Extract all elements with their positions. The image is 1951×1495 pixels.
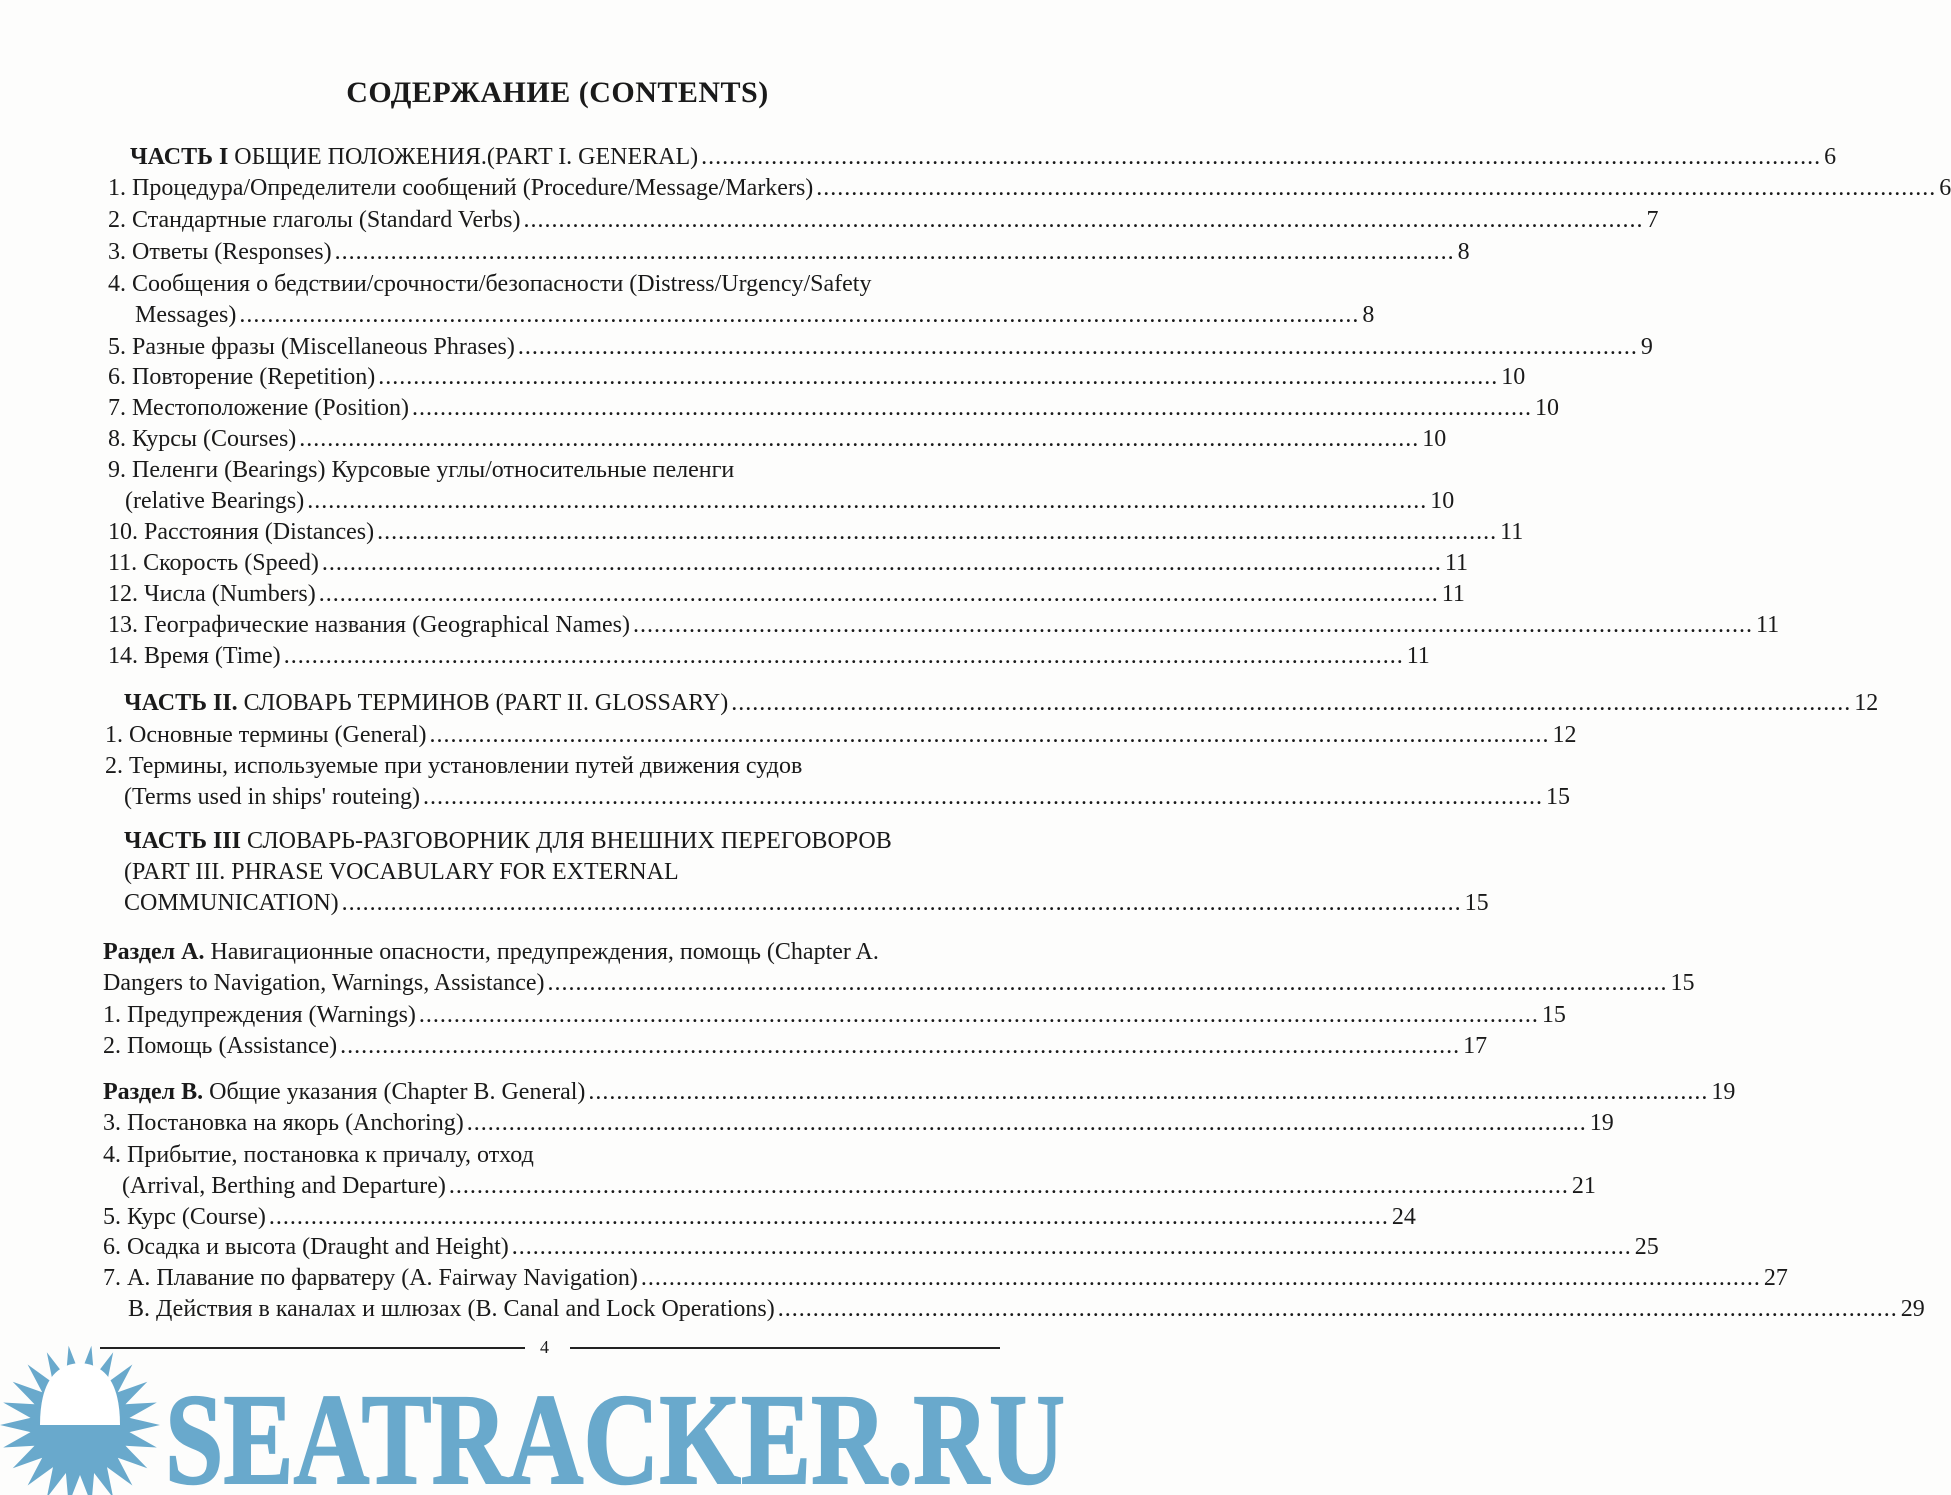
toc-entry[interactable] <box>103 1108 1614 1139</box>
dot-leader <box>467 1108 1587 1139</box>
toc-entry-line-with-page <box>103 1232 1659 1263</box>
toc-entry-line-with-page <box>108 641 1430 672</box>
toc-page-number: 27 <box>1763 1265 1788 1291</box>
toc-entry-title: (Arrival, Berthing and Departure) <box>122 1173 446 1199</box>
toc-entry-line-with-page <box>105 720 1577 751</box>
toc-entry-title: ОБЩИЕ ПОЛОЖЕНИЯ.(PART I. GENERAL) <box>228 144 699 170</box>
dot-leader <box>633 610 1753 641</box>
toc-page-number: 25 <box>1634 1234 1659 1260</box>
toc-page-number: 19 <box>1711 1079 1736 1105</box>
toc-page-number: 15 <box>1541 1002 1566 1028</box>
dot-leader <box>239 300 1359 331</box>
watermark-logo <box>0 1345 1080 1495</box>
toc-entry-title: 1. Предупреждения (Warnings) <box>103 1002 416 1028</box>
toc-entry[interactable] <box>124 826 1489 919</box>
toc-page-number: 7 <box>1646 207 1659 233</box>
dot-leader <box>412 393 1532 424</box>
toc-entry-line-with-page <box>108 237 1470 268</box>
toc-entry-title: 8. Курсы (Courses) <box>108 426 297 452</box>
toc-entry-title: 10. Расстояния (Distances) <box>108 519 375 545</box>
toc-page-number: 6 <box>1824 144 1837 170</box>
toc-entry[interactable] <box>103 1031 1488 1062</box>
toc-page-number: 15 <box>1464 890 1489 916</box>
toc-entry-line-with-page <box>124 688 1879 719</box>
dot-leader <box>342 888 1462 919</box>
dot-leader <box>299 424 1419 455</box>
toc-entry-line <box>124 826 993 857</box>
toc-entry[interactable] <box>103 1000 1566 1031</box>
toc-page-number: 15 <box>1670 970 1695 996</box>
dot-leader <box>419 1000 1539 1031</box>
sun-icon <box>0 1346 160 1495</box>
dot-leader <box>548 968 1668 999</box>
toc-entry[interactable] <box>108 237 1470 268</box>
toc-page-number: 12 <box>1552 722 1577 748</box>
toc-entry-title: 13. Географические названия (Geographical Names) <box>108 612 630 638</box>
toc-entry-line-with-page <box>108 579 1465 610</box>
toc-page-number: 29 <box>1900 1296 1925 1322</box>
toc-entry-line-with-page <box>108 548 1468 579</box>
toc-entry-title: 3. Постановка на якорь (Anchoring) <box>103 1110 464 1136</box>
toc-entry-title: 5. Разные фразы (Miscellaneous Phrases) <box>108 334 515 360</box>
toc-page-number: 11 <box>1500 519 1524 545</box>
toc-entry[interactable] <box>103 1140 1596 1202</box>
dot-leader <box>335 237 1455 268</box>
toc-entry-title: 7. А. Плавание по фарватеру (A. Fairway Navigation) <box>103 1265 638 1291</box>
toc-entry-line-with-page <box>128 1294 1925 1325</box>
toc-entry[interactable] <box>103 1263 1788 1294</box>
toc-entry[interactable] <box>108 205 1659 236</box>
toc-entry-line-with-page <box>124 888 1489 919</box>
dot-leader <box>269 1202 1389 1233</box>
toc-entry-line-with-page <box>103 1077 1736 1108</box>
toc-page-number: 17 <box>1463 1033 1488 1059</box>
dot-leader <box>641 1263 1761 1294</box>
toc-page-number: 10 <box>1422 426 1447 452</box>
toc-page-number: 8 <box>1362 302 1375 328</box>
toc-entry-heading: ЧАСТЬ I <box>130 144 229 170</box>
toc-page-number: 21 <box>1571 1173 1596 1199</box>
footer-rule-left <box>100 1347 525 1349</box>
toc-entry-line-with-page <box>122 1171 1596 1202</box>
dot-leader <box>449 1171 1569 1202</box>
toc-entry[interactable] <box>103 1077 1736 1108</box>
toc-entry-title: 2. Стандартные глаголы (Standard Verbs) <box>108 207 521 233</box>
dot-leader <box>319 579 1439 610</box>
toc-page-number: 10 <box>1430 488 1455 514</box>
toc-entry-title: 7. Местоположение (Position) <box>108 395 409 421</box>
toc-entry-title: 4. Сообщения о бедствии/срочности/безопасности (Distress/Urgency/Safety <box>108 271 872 297</box>
toc-entry-line-with-page <box>108 424 1447 455</box>
toc-entry-line-with-page <box>108 173 1951 204</box>
toc-entry-line <box>108 269 993 300</box>
toc-entry-title: 12. Числа (Numbers) <box>108 581 316 607</box>
toc-entry[interactable] <box>103 1232 1659 1263</box>
toc-entry-line-with-page <box>108 332 1653 363</box>
dot-leader <box>284 641 1404 672</box>
toc-entry-line-with-page <box>125 486 1455 517</box>
toc-entry-title: 5. Курс (Course) <box>103 1204 266 1230</box>
toc-entry-title: 14. Время (Time) <box>108 643 281 669</box>
dot-leader <box>778 1294 1898 1325</box>
toc-entry-line-with-page <box>103 1263 1788 1294</box>
toc-entry-title: Messages) <box>135 302 237 328</box>
toc-entry[interactable] <box>124 688 1879 719</box>
dot-leader <box>322 548 1442 579</box>
toc-entry-line-with-page <box>130 142 1837 173</box>
toc-entry-title: 6. Повторение (Repetition) <box>108 364 376 390</box>
toc-entry-title: Общие указания (Chapter B. General) <box>203 1079 586 1105</box>
toc-entry-line <box>108 455 993 486</box>
toc-entry-title: 3. Ответы (Responses) <box>108 239 332 265</box>
toc-entry-title: Dangers to Navigation, Warnings, Assistance) <box>103 970 545 996</box>
toc-entry-title: СЛОВАРЬ ТЕРМИНОВ (PART II. GLOSSARY) <box>237 690 729 716</box>
dot-leader <box>430 720 1550 751</box>
dot-leader <box>588 1077 1708 1108</box>
dot-leader <box>701 142 1821 173</box>
toc-entry-line-with-page <box>108 517 1524 548</box>
toc-entry-title: 4. Прибытие, постановка к причалу, отход <box>103 1142 534 1168</box>
toc-page-number: 12 <box>1854 690 1879 716</box>
page-footer <box>100 1336 1000 1358</box>
toc-page-number: 11 <box>1444 550 1468 576</box>
dot-leader <box>378 362 1498 393</box>
toc-entry-line-with-page <box>103 1108 1614 1139</box>
toc-page-number: 8 <box>1457 239 1470 265</box>
dot-leader <box>377 517 1497 548</box>
toc-entry[interactable] <box>108 455 1455 517</box>
dot-leader <box>816 173 1936 204</box>
toc-page-number: 11 <box>1441 581 1465 607</box>
toc-page-number: 10 <box>1501 364 1526 390</box>
toc-entry-line-with-page <box>108 393 1559 424</box>
dot-leader <box>731 688 1851 719</box>
dot-leader <box>523 205 1643 236</box>
page-title: СОДЕРЖАНИЕ (CONTENTS) <box>346 76 769 109</box>
toc-entry-line-with-page <box>103 1031 1488 1062</box>
dot-leader <box>512 1232 1632 1263</box>
toc-page-number: 10 <box>1534 395 1559 421</box>
toc-entry-heading: ЧАСТЬ III <box>124 828 241 854</box>
toc-entry-line <box>105 751 993 782</box>
watermark-text: SEATRACKER.RU <box>165 1368 1065 1495</box>
toc-page-number: 6 <box>1939 175 1951 201</box>
toc-entry-title: 2. Термины, используемые при установлении путей движения судов <box>105 753 803 779</box>
toc-entry[interactable] <box>105 720 1577 751</box>
toc-entry-line-with-page <box>108 205 1659 236</box>
toc-entry[interactable] <box>130 142 1837 173</box>
toc-entry-title: Навигационные опасности, предупреждения, помощь (Chapter A. <box>204 939 879 965</box>
toc-entry-line-with-page <box>108 362 1526 393</box>
toc-entry[interactable] <box>108 173 1951 204</box>
toc-entry[interactable] <box>108 548 1468 579</box>
dot-leader <box>518 332 1638 363</box>
toc-entry-line-with-page <box>124 782 1570 813</box>
toc-entry-line-with-page <box>108 610 1780 641</box>
toc-entry-title: СЛОВАРЬ-РАЗГОВОРНИК ДЛЯ ВНЕШНИХ ПЕРЕГОВОРОВ <box>240 828 892 854</box>
toc-entry-line-with-page <box>103 968 1695 999</box>
toc-entry[interactable] <box>108 641 1430 672</box>
toc-entry-line-with-page <box>103 1202 1416 1233</box>
toc-entry-title: (relative Bearings) <box>125 488 305 514</box>
footer-rule-right <box>570 1347 1000 1349</box>
toc-entry-title: 9. Пеленги (Bearings) Курсовые углы/относительные пеленги <box>108 457 735 483</box>
toc-entry[interactable] <box>103 1202 1416 1233</box>
dot-leader <box>423 782 1543 813</box>
toc-entry[interactable] <box>108 269 1375 331</box>
toc-entry-title: 1. Процедура/Определители сообщений (Procedure/Message/Markers) <box>108 175 814 201</box>
toc-page-number: 9 <box>1640 334 1653 360</box>
toc-entry[interactable] <box>108 424 1447 455</box>
toc-entry-heading: Раздел В. <box>103 1079 204 1105</box>
page-number: 4 <box>540 1337 549 1357</box>
toc-entry-title: (Terms used in ships' routeing) <box>124 784 420 810</box>
toc-entry-heading: Раздел А. <box>103 939 205 965</box>
toc-entry-title: (PART III. PHRASE VOCABULARY FOR EXTERNAL <box>124 859 679 885</box>
toc-entry-line-with-page <box>103 1000 1566 1031</box>
toc-entry[interactable] <box>108 610 1780 641</box>
toc-entry[interactable] <box>108 579 1465 610</box>
toc-entry-title: 6. Осадка и высота (Draught and Height) <box>103 1234 509 1260</box>
toc-entry-title: B. Действия в каналах и шлюзах (B. Canal and Lock Operations) <box>128 1296 775 1322</box>
toc-entry[interactable] <box>108 362 1526 393</box>
toc-entry-title: 1. Основные термины (General) <box>105 722 427 748</box>
toc-entry-line <box>103 1140 993 1171</box>
toc-entry[interactable] <box>128 1294 1925 1325</box>
toc-page-number: 19 <box>1589 1110 1614 1136</box>
toc-entry-heading: ЧАСТЬ II. <box>124 690 238 716</box>
toc-page-number: 11 <box>1406 643 1430 669</box>
dot-leader <box>307 486 1427 517</box>
toc-entry[interactable] <box>108 517 1524 548</box>
toc-page-number: 24 <box>1391 1204 1416 1230</box>
toc-entry[interactable] <box>103 937 1695 999</box>
toc-page-number: 15 <box>1545 784 1570 810</box>
toc-entry[interactable] <box>108 332 1653 363</box>
toc-entry-line <box>103 937 993 968</box>
toc-page-number: 11 <box>1756 612 1780 638</box>
dot-leader <box>340 1031 1460 1062</box>
toc-entry-line <box>124 857 993 888</box>
toc-entry-title: 2. Помощь (Assistance) <box>103 1033 338 1059</box>
toc-entry-title: COMMUNICATION) <box>124 890 339 916</box>
toc-entry-line-with-page <box>135 300 1375 331</box>
toc-entry[interactable] <box>108 393 1559 424</box>
toc-entry[interactable] <box>105 751 1570 813</box>
toc-entry-title: 11. Скорость (Speed) <box>108 550 319 576</box>
